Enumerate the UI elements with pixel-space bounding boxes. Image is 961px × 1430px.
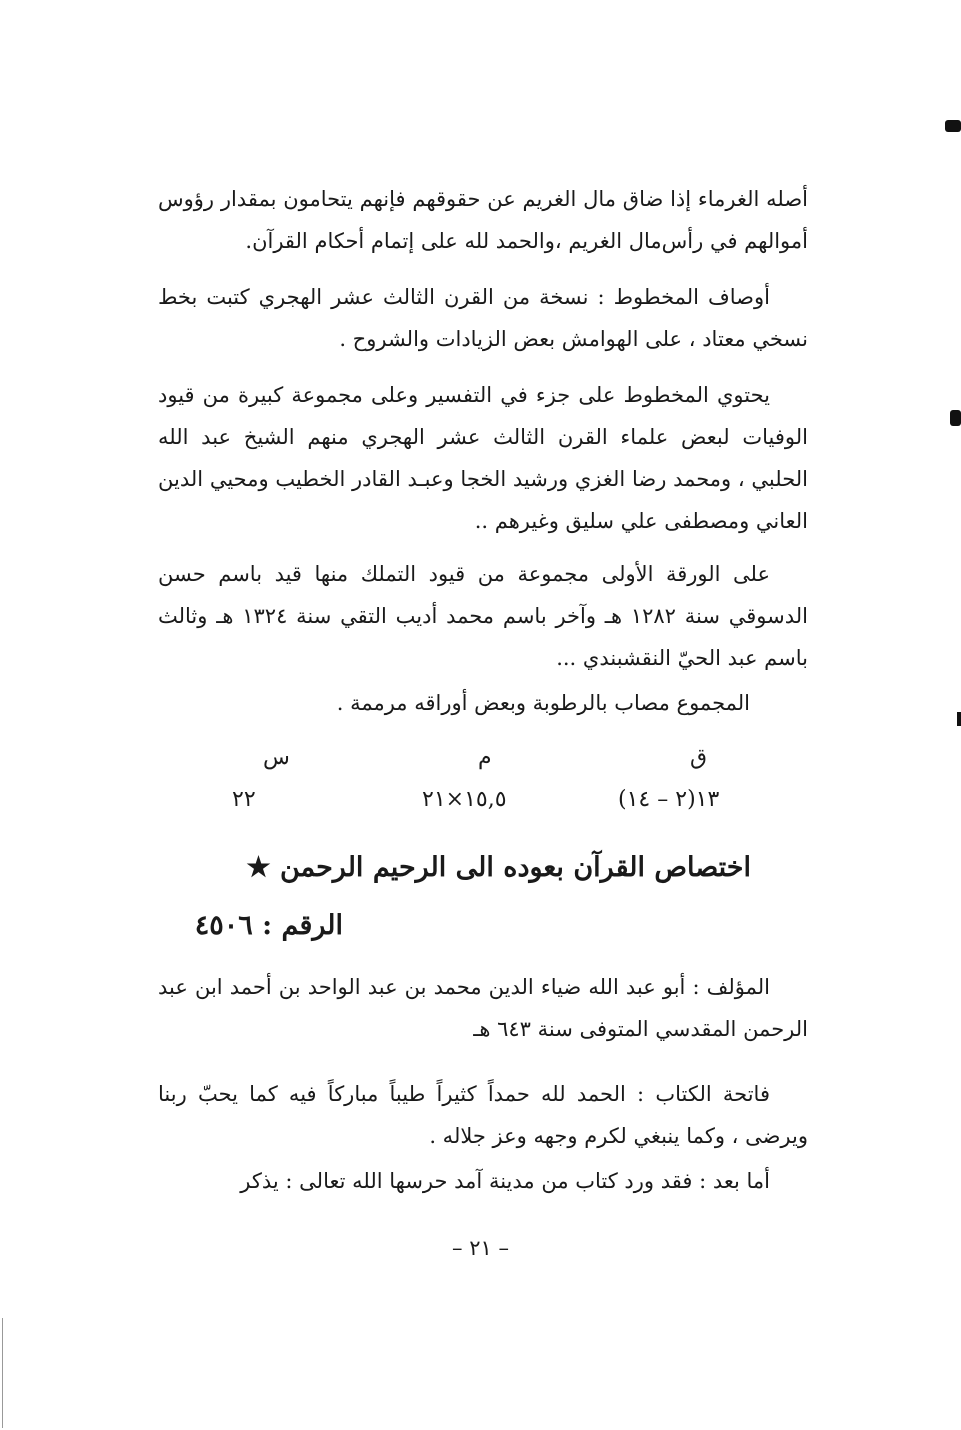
scan-left-edge xyxy=(2,1318,3,1428)
entry-title: اختصاص القرآن بعوده الى الرحيم الرحمن ★ xyxy=(246,852,751,883)
paragraph: على الورقة الأولى مجموعة من قيود التملك منها قيد باسم حسن الدسوقي سنة ١٢٨٢ هـ وآخر باسم محمد أديب التقي سنة ١٣٢٤ هـ وثالث باسم عبد الحيّ النقشبندي ... xyxy=(158,562,808,670)
scan-edge-mark xyxy=(945,120,961,132)
paragraph: أما بعد : فقد ورد كتاب من مدينة آمد حرسها الله تعالى : يذكر xyxy=(240,1169,770,1193)
measure-header: س xyxy=(263,745,290,770)
measure-header: ق xyxy=(690,745,708,770)
measure-header: م xyxy=(478,745,492,770)
page-number: – ٢١ – xyxy=(452,1236,509,1260)
scan-edge-mark xyxy=(950,410,961,426)
measure-value: ١٣(٢ – ١٤) xyxy=(618,787,720,812)
paragraph: أوصاف المخطوط : نسخة من القرن الثالث عشر الهجري كتبت بخط نسخي معتاد ، على الهوامش بعض الزيادات والشروح . xyxy=(158,285,808,351)
paragraph: المجموع مصاب بالرطوبة وبعض أوراقه مرممة . xyxy=(336,691,750,715)
paragraph: فاتحة الكتاب : الحمد لله حمداً كثيراً طيباً مباركاً فيه كما يحبّ ربنا ويرضى ، وكما ينبغي لكرم وجهه وعز جلاله . xyxy=(158,1082,808,1148)
paragraph: المؤلف : أبو عبد الله ضياء الدين محمد بن عبد الواحد بن أحمد ابن عبد الرحمن المقدسي المتوفى سنة ٦٤٣ هـ xyxy=(158,975,808,1041)
measure-value: ٢٢ xyxy=(232,787,256,812)
paragraph: يحتوي المخطوط على جزء في التفسير وعلى مجموعة كبيرة من قيود الوفيات لبعض علماء القرن الثالث عشر الهجري منهم الشيخ عبد الله الحلبي ، ومحمد رضا الغزي ورشيد الخجا وعبـد القادر الخطيب ومحيي الدين العاني ومصطفى علي سليق وغيرهم .. xyxy=(158,383,808,533)
scan-edge-mark xyxy=(957,712,961,726)
entry-number: الرقم : ٤٥٠٦ xyxy=(194,910,343,941)
measure-value: ١٥,٥×٢١ xyxy=(422,787,507,812)
paragraph: أصله الغرماء إذا ضاق مال الغريم عن حقوقهم فإنهم يتحامون بمقدار رؤوس أموالهم في رأس‌مال الغريم ،والحمد لله على إتمام أحكام القرآن. xyxy=(158,187,808,253)
